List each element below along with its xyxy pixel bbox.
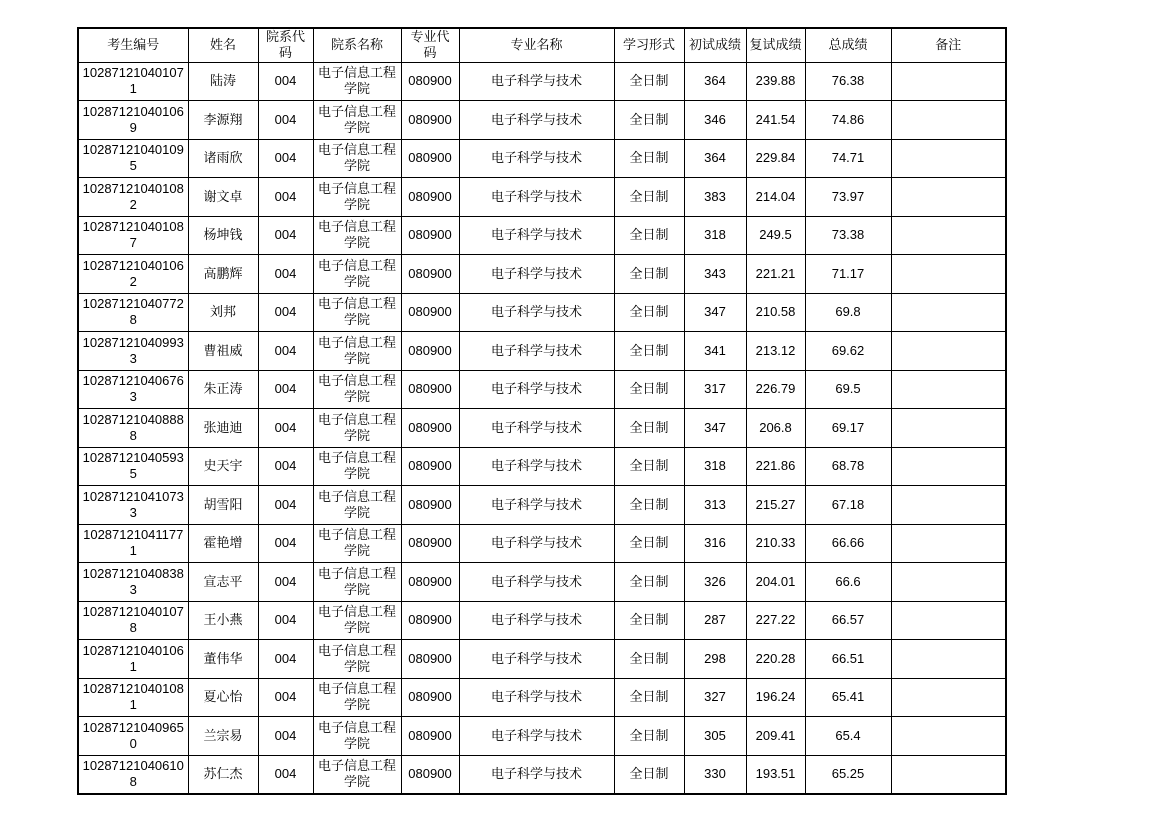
cell-total-score: 65.41 xyxy=(805,678,891,717)
cell-initial-score: 341 xyxy=(684,332,746,371)
cell-initial-score: 313 xyxy=(684,486,746,525)
cell-retest-score: 213.12 xyxy=(746,332,805,371)
cell-major-code: 080900 xyxy=(401,370,459,409)
cell-name: 诸雨欣 xyxy=(188,139,258,178)
cell-major-name: 电子科学与技术 xyxy=(459,601,614,640)
cell-major-code: 080900 xyxy=(401,62,459,101)
cell-retest-score: 210.33 xyxy=(746,524,805,563)
cell-total-score: 65.4 xyxy=(805,717,891,756)
cell-major-name: 电子科学与技术 xyxy=(459,62,614,101)
cell-major-name: 电子科学与技术 xyxy=(459,447,614,486)
cell-retest-score: 227.22 xyxy=(746,601,805,640)
table-row xyxy=(78,139,1006,178)
cell-total-score: 68.78 xyxy=(805,447,891,486)
cell-name: 曹祖威 xyxy=(188,332,258,371)
cell-retest-score: 210.58 xyxy=(746,293,805,332)
cell-remark xyxy=(891,640,1006,679)
cell-retest-score: 214.04 xyxy=(746,178,805,217)
cell-major-code: 080900 xyxy=(401,601,459,640)
cell-total-score: 69.5 xyxy=(805,370,891,409)
cell-dept-name: 电子信息工程学院 xyxy=(313,139,401,178)
cell-retest-score: 249.5 xyxy=(746,216,805,255)
cell-candidate-id: 102871210401081 xyxy=(78,678,188,717)
cell-name: 朱正涛 xyxy=(188,370,258,409)
cell-candidate-id: 102871210409933 xyxy=(78,332,188,371)
cell-dept-code: 004 xyxy=(258,332,313,371)
cell-retest-score: 206.8 xyxy=(746,409,805,448)
cell-major-code: 080900 xyxy=(401,178,459,217)
cell-study-mode: 全日制 xyxy=(614,409,684,448)
column-header-total-score: 总成绩 xyxy=(805,28,891,62)
cell-name: 谢文卓 xyxy=(188,178,258,217)
cell-study-mode: 全日制 xyxy=(614,255,684,294)
cell-dept-name: 电子信息工程学院 xyxy=(313,255,401,294)
cell-dept-name: 电子信息工程学院 xyxy=(313,370,401,409)
cell-dept-name: 电子信息工程学院 xyxy=(313,293,401,332)
cell-initial-score: 346 xyxy=(684,101,746,140)
cell-name: 高鹏辉 xyxy=(188,255,258,294)
cell-dept-code: 004 xyxy=(258,293,313,332)
cell-name: 胡雪阳 xyxy=(188,486,258,525)
column-header-retest-score: 复试成绩 xyxy=(746,28,805,62)
cell-dept-code: 004 xyxy=(258,717,313,756)
cell-total-score: 69.17 xyxy=(805,409,891,448)
cell-major-code: 080900 xyxy=(401,486,459,525)
cell-total-score: 65.25 xyxy=(805,755,891,794)
cell-major-code: 080900 xyxy=(401,717,459,756)
cell-name: 史天宇 xyxy=(188,447,258,486)
cell-retest-score: 226.79 xyxy=(746,370,805,409)
cell-remark xyxy=(891,370,1006,409)
cell-total-score: 66.6 xyxy=(805,563,891,602)
cell-candidate-id: 102871210411771 xyxy=(78,524,188,563)
table-row xyxy=(78,563,1006,602)
table-row xyxy=(78,101,1006,140)
cell-study-mode: 全日制 xyxy=(614,216,684,255)
cell-dept-code: 004 xyxy=(258,563,313,602)
cell-remark xyxy=(891,293,1006,332)
cell-candidate-id: 102871210401082 xyxy=(78,178,188,217)
cell-major-code: 080900 xyxy=(401,139,459,178)
cell-retest-score: 221.86 xyxy=(746,447,805,486)
cell-major-name: 电子科学与技术 xyxy=(459,717,614,756)
cell-study-mode: 全日制 xyxy=(614,601,684,640)
cell-major-name: 电子科学与技术 xyxy=(459,139,614,178)
cell-remark xyxy=(891,178,1006,217)
table-row xyxy=(78,409,1006,448)
cell-total-score: 74.86 xyxy=(805,101,891,140)
table-row xyxy=(78,370,1006,409)
cell-dept-code: 004 xyxy=(258,678,313,717)
cell-total-score: 69.62 xyxy=(805,332,891,371)
table-row xyxy=(78,293,1006,332)
cell-total-score: 69.8 xyxy=(805,293,891,332)
cell-total-score: 76.38 xyxy=(805,62,891,101)
cell-initial-score: 343 xyxy=(684,255,746,294)
cell-remark xyxy=(891,101,1006,140)
cell-major-code: 080900 xyxy=(401,255,459,294)
cell-initial-score: 326 xyxy=(684,563,746,602)
table-row xyxy=(78,755,1006,794)
cell-dept-code: 004 xyxy=(258,139,313,178)
cell-total-score: 73.97 xyxy=(805,178,891,217)
cell-name: 李源翔 xyxy=(188,101,258,140)
cell-retest-score: 204.01 xyxy=(746,563,805,602)
cell-remark xyxy=(891,678,1006,717)
cell-dept-code: 004 xyxy=(258,409,313,448)
cell-study-mode: 全日制 xyxy=(614,678,684,717)
cell-remark xyxy=(891,139,1006,178)
cell-major-code: 080900 xyxy=(401,678,459,717)
cell-major-name: 电子科学与技术 xyxy=(459,293,614,332)
cell-major-name: 电子科学与技术 xyxy=(459,332,614,371)
cell-total-score: 66.57 xyxy=(805,601,891,640)
cell-remark xyxy=(891,255,1006,294)
cell-dept-name: 电子信息工程学院 xyxy=(313,601,401,640)
cell-study-mode: 全日制 xyxy=(614,62,684,101)
cell-retest-score: 215.27 xyxy=(746,486,805,525)
cell-total-score: 67.18 xyxy=(805,486,891,525)
cell-retest-score: 239.88 xyxy=(746,62,805,101)
cell-initial-score: 383 xyxy=(684,178,746,217)
cell-dept-name: 电子信息工程学院 xyxy=(313,216,401,255)
cell-major-name: 电子科学与技术 xyxy=(459,178,614,217)
cell-major-code: 080900 xyxy=(401,640,459,679)
column-header-major-name: 专业名称 xyxy=(459,28,614,62)
cell-name: 杨坤钱 xyxy=(188,216,258,255)
cell-major-code: 080900 xyxy=(401,563,459,602)
cell-study-mode: 全日制 xyxy=(614,755,684,794)
column-header-study-mode: 学习形式 xyxy=(614,28,684,62)
cell-major-name: 电子科学与技术 xyxy=(459,563,614,602)
cell-study-mode: 全日制 xyxy=(614,447,684,486)
column-header-initial-score: 初试成绩 xyxy=(684,28,746,62)
cell-major-name: 电子科学与技术 xyxy=(459,678,614,717)
cell-remark xyxy=(891,563,1006,602)
cell-dept-name: 电子信息工程学院 xyxy=(313,755,401,794)
cell-initial-score: 305 xyxy=(684,717,746,756)
cell-initial-score: 316 xyxy=(684,524,746,563)
cell-initial-score: 298 xyxy=(684,640,746,679)
cell-total-score: 73.38 xyxy=(805,216,891,255)
cell-study-mode: 全日制 xyxy=(614,563,684,602)
cell-name: 陆涛 xyxy=(188,62,258,101)
cell-major-name: 电子科学与技术 xyxy=(459,524,614,563)
cell-candidate-id: 102871210405935 xyxy=(78,447,188,486)
cell-major-code: 080900 xyxy=(401,409,459,448)
cell-major-name: 电子科学与技术 xyxy=(459,370,614,409)
cell-name: 王小燕 xyxy=(188,601,258,640)
table-row xyxy=(78,640,1006,679)
cell-dept-code: 004 xyxy=(258,62,313,101)
cell-candidate-id: 102871210409650 xyxy=(78,717,188,756)
cell-dept-name: 电子信息工程学院 xyxy=(313,178,401,217)
cell-name: 董伟华 xyxy=(188,640,258,679)
cell-candidate-id: 102871210406108 xyxy=(78,755,188,794)
cell-dept-code: 004 xyxy=(258,524,313,563)
cell-dept-code: 004 xyxy=(258,216,313,255)
cell-retest-score: 220.28 xyxy=(746,640,805,679)
cell-initial-score: 327 xyxy=(684,678,746,717)
cell-remark xyxy=(891,62,1006,101)
cell-dept-name: 电子信息工程学院 xyxy=(313,524,401,563)
cell-initial-score: 330 xyxy=(684,755,746,794)
cell-major-name: 电子科学与技术 xyxy=(459,409,614,448)
table-row xyxy=(78,717,1006,756)
cell-total-score: 66.66 xyxy=(805,524,891,563)
cell-remark xyxy=(891,447,1006,486)
cell-retest-score: 193.51 xyxy=(746,755,805,794)
column-header-remark: 备注 xyxy=(891,28,1006,62)
cell-name: 宣志平 xyxy=(188,563,258,602)
cell-initial-score: 318 xyxy=(684,216,746,255)
cell-dept-name: 电子信息工程学院 xyxy=(313,563,401,602)
cell-initial-score: 318 xyxy=(684,447,746,486)
cell-remark xyxy=(891,601,1006,640)
cell-study-mode: 全日制 xyxy=(614,293,684,332)
table-row xyxy=(78,255,1006,294)
table-row xyxy=(78,601,1006,640)
cell-candidate-id: 102871210401062 xyxy=(78,255,188,294)
table-row xyxy=(78,178,1006,217)
cell-candidate-id: 102871210408383 xyxy=(78,563,188,602)
cell-name: 夏心怡 xyxy=(188,678,258,717)
cell-dept-name: 电子信息工程学院 xyxy=(313,640,401,679)
cell-dept-code: 004 xyxy=(258,255,313,294)
cell-major-name: 电子科学与技术 xyxy=(459,640,614,679)
cell-name: 刘邦 xyxy=(188,293,258,332)
cell-dept-code: 004 xyxy=(258,101,313,140)
cell-candidate-id: 102871210410733 xyxy=(78,486,188,525)
cell-remark xyxy=(891,755,1006,794)
cell-candidate-id: 102871210407728 xyxy=(78,293,188,332)
column-header-candidate-id: 考生编号 xyxy=(78,28,188,62)
cell-retest-score: 241.54 xyxy=(746,101,805,140)
cell-name: 霍艳增 xyxy=(188,524,258,563)
cell-name: 兰宗易 xyxy=(188,717,258,756)
table-header-row xyxy=(78,28,1006,62)
cell-major-code: 080900 xyxy=(401,101,459,140)
cell-candidate-id: 102871210401069 xyxy=(78,101,188,140)
cell-retest-score: 196.24 xyxy=(746,678,805,717)
column-header-major-code: 专业代码 xyxy=(401,28,459,62)
cell-study-mode: 全日制 xyxy=(614,139,684,178)
cell-dept-name: 电子信息工程学院 xyxy=(313,717,401,756)
cell-dept-code: 004 xyxy=(258,755,313,794)
cell-candidate-id: 102871210406763 xyxy=(78,370,188,409)
cell-dept-code: 004 xyxy=(258,178,313,217)
cell-study-mode: 全日制 xyxy=(614,370,684,409)
cell-dept-name: 电子信息工程学院 xyxy=(313,101,401,140)
cell-dept-code: 004 xyxy=(258,370,313,409)
cell-remark xyxy=(891,332,1006,371)
cell-total-score: 71.17 xyxy=(805,255,891,294)
cell-initial-score: 347 xyxy=(684,293,746,332)
cell-dept-code: 004 xyxy=(258,640,313,679)
cell-initial-score: 287 xyxy=(684,601,746,640)
cell-candidate-id: 102871210401095 xyxy=(78,139,188,178)
cell-major-name: 电子科学与技术 xyxy=(459,255,614,294)
cell-study-mode: 全日制 xyxy=(614,524,684,563)
cell-dept-name: 电子信息工程学院 xyxy=(313,486,401,525)
table-row xyxy=(78,62,1006,101)
cell-dept-code: 004 xyxy=(258,486,313,525)
cell-total-score: 66.51 xyxy=(805,640,891,679)
column-header-name: 姓名 xyxy=(188,28,258,62)
table-row xyxy=(78,216,1006,255)
cell-remark xyxy=(891,486,1006,525)
cell-major-code: 080900 xyxy=(401,447,459,486)
cell-major-name: 电子科学与技术 xyxy=(459,486,614,525)
cell-retest-score: 221.21 xyxy=(746,255,805,294)
admission-score-table xyxy=(77,27,1007,795)
cell-dept-code: 004 xyxy=(258,601,313,640)
cell-name: 苏仁杰 xyxy=(188,755,258,794)
cell-major-name: 电子科学与技术 xyxy=(459,216,614,255)
cell-initial-score: 364 xyxy=(684,62,746,101)
cell-dept-code: 004 xyxy=(258,447,313,486)
column-header-dept-code: 院系代码 xyxy=(258,28,313,62)
cell-retest-score: 229.84 xyxy=(746,139,805,178)
cell-study-mode: 全日制 xyxy=(614,640,684,679)
cell-name: 张迪迪 xyxy=(188,409,258,448)
cell-candidate-id: 102871210401087 xyxy=(78,216,188,255)
cell-retest-score: 209.41 xyxy=(746,717,805,756)
cell-dept-name: 电子信息工程学院 xyxy=(313,678,401,717)
cell-study-mode: 全日制 xyxy=(614,332,684,371)
cell-study-mode: 全日制 xyxy=(614,178,684,217)
cell-major-name: 电子科学与技术 xyxy=(459,755,614,794)
cell-study-mode: 全日制 xyxy=(614,101,684,140)
table-row xyxy=(78,678,1006,717)
cell-major-code: 080900 xyxy=(401,216,459,255)
table-row xyxy=(78,486,1006,525)
column-header-dept-name: 院系名称 xyxy=(313,28,401,62)
cell-dept-name: 电子信息工程学院 xyxy=(313,447,401,486)
cell-major-code: 080900 xyxy=(401,293,459,332)
table-row xyxy=(78,524,1006,563)
cell-candidate-id: 102871210401078 xyxy=(78,601,188,640)
cell-study-mode: 全日制 xyxy=(614,717,684,756)
cell-remark xyxy=(891,216,1006,255)
cell-major-name: 电子科学与技术 xyxy=(459,101,614,140)
cell-initial-score: 364 xyxy=(684,139,746,178)
cell-dept-name: 电子信息工程学院 xyxy=(313,332,401,371)
cell-initial-score: 317 xyxy=(684,370,746,409)
cell-dept-name: 电子信息工程学院 xyxy=(313,62,401,101)
cell-major-code: 080900 xyxy=(401,755,459,794)
cell-total-score: 74.71 xyxy=(805,139,891,178)
cell-remark xyxy=(891,524,1006,563)
cell-major-code: 080900 xyxy=(401,524,459,563)
cell-major-code: 080900 xyxy=(401,332,459,371)
cell-remark xyxy=(891,409,1006,448)
table-row xyxy=(78,447,1006,486)
cell-remark xyxy=(891,717,1006,756)
cell-candidate-id: 102871210401071 xyxy=(78,62,188,101)
cell-candidate-id: 102871210408888 xyxy=(78,409,188,448)
table-row xyxy=(78,332,1006,371)
cell-candidate-id: 102871210401061 xyxy=(78,640,188,679)
cell-study-mode: 全日制 xyxy=(614,486,684,525)
cell-initial-score: 347 xyxy=(684,409,746,448)
cell-dept-name: 电子信息工程学院 xyxy=(313,409,401,448)
